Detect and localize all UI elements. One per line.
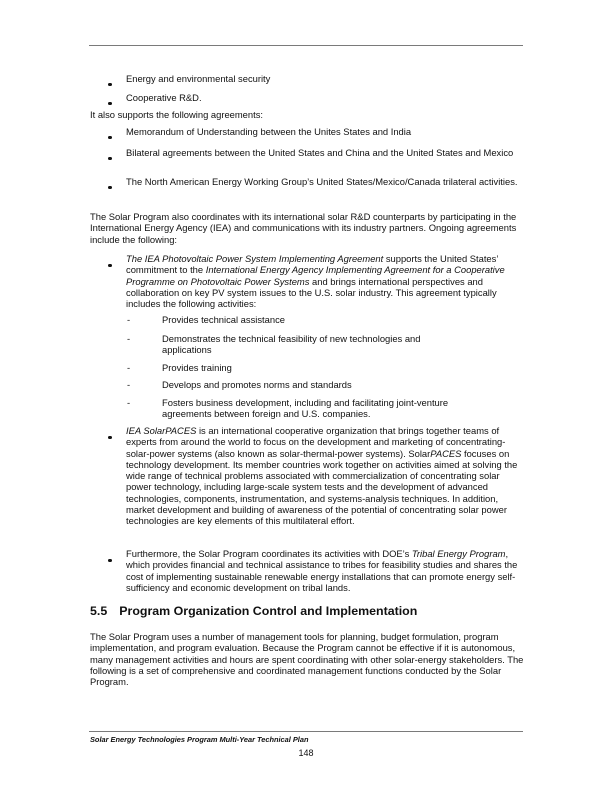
- solarpaces-title: IEA SolarPACES: [126, 425, 197, 436]
- dash-icon: -: [127, 314, 131, 325]
- text: , which provides financial and technical assistance to tribes for feasibility studies and shares the cost of implementing sustainable renewable energy installations that can promote energy self-sufficiency and economic development on tribal lands.: [126, 548, 518, 593]
- solarpaces-item: [126, 425, 524, 527]
- dash-icon: -: [127, 362, 131, 373]
- activity-item: Develops and promotes norms and standards: [162, 379, 352, 390]
- agreements-intro: It also supports the following agreements:: [90, 109, 264, 120]
- bullet-icon: [108, 96, 112, 107]
- section-heading: [90, 604, 417, 618]
- footer-rule: [89, 731, 523, 732]
- list-item: Cooperative R&D.: [126, 92, 202, 103]
- pv-agreement-item: [126, 253, 524, 309]
- iea-agreement-title: International Energy Agency Implementing Agreement for a Cooperative Programme on Photovoltaic Power Systems: [126, 264, 505, 287]
- dash-icon: -: [127, 333, 131, 344]
- dash-icon: -: [127, 397, 131, 408]
- list-item: Bilateral agreements between the United States and China and the United States and Mexico: [126, 147, 514, 158]
- list-item: Energy and environmental security: [126, 73, 271, 84]
- footer-title: Solar Energy Technologies Program Multi-Year Technical Plan: [90, 735, 309, 744]
- dash-icon: -: [127, 379, 131, 390]
- iea-paragraph: The Solar Program also coordinates with its international solar R&D counterparts by participating in the International Energy Agency (IEA) and communications with its industry partners. Ongoing agreements include the following:: [90, 211, 517, 245]
- text: Furthermore, the Solar Program coordinates its activities with DOE’s: [126, 548, 412, 559]
- bullet-icon: [108, 130, 112, 141]
- section-number: 5.5: [90, 604, 108, 618]
- activity-item: Provides technical assistance: [162, 314, 285, 325]
- section-body: The Solar Program uses a number of management tools for planning, budget formulation, program implementation, and program evaluation. Because the Program cannot be effective if it is autonomous, many management activities and hours are spent coordinating with other solar-energy stakeholders. The following is a set of comprehensive and coordinated management functions conducted by the Solar Program.: [90, 631, 524, 688]
- bullet-icon: [108, 553, 112, 564]
- tribal-program-title: Tribal Energy Program: [411, 548, 506, 559]
- bullet-icon: [108, 258, 112, 269]
- activity-item: Fosters business development, including and facilitating joint-venture agreements between foreign and U.S. companies.: [162, 397, 449, 420]
- activity-item: Demonstrates the technical feasibility of new technologies and applications: [162, 333, 421, 356]
- text: and brings international perspectives and collaboration on key PV system issues to the U.S. solar industry. This agreement typically includes the following activities:: [126, 275, 497, 310]
- list-item: The North American Energy Working Group’s United States/Mexico/Canada trilateral activities.: [126, 176, 518, 187]
- page-number: 148: [298, 748, 314, 758]
- list-item: Memorandum of Understanding between the Unites States and India: [126, 126, 412, 137]
- section-title: Program Organization Control and Implementation: [119, 604, 418, 618]
- bullet-icon: [108, 77, 112, 88]
- text: focuses on technology development. Its member countries work together on activities aimed at solving the wide range of technical problems associated with commercialization of concentrating solar power technology, including large-scale system tests and the development of advanced technologies, components, instrumentation, and systems-analysis techniques. In addition, market development and building of awareness of the potential of concentrating solar power technologies are key elements of this multilateral effort.: [126, 447, 518, 527]
- tribal-energy-item: [126, 548, 524, 593]
- text: supports the United States’ commitment to the: [126, 253, 499, 276]
- text: is an international cooperative organization that brings together teams of experts from around the world to focus on the development and marketing of concentrating-solar-power systems (also known as solar-thermal-power systems). Solar: [126, 425, 506, 459]
- text: PACES: [430, 447, 462, 459]
- bullet-icon: [108, 180, 112, 191]
- pv-agreement-title: The IEA Photovoltaic Power System Implementing Agreement: [126, 253, 384, 264]
- bullet-icon: [108, 151, 112, 162]
- bullet-icon: [108, 430, 112, 441]
- activity-item: Provides training: [162, 362, 232, 373]
- header-rule: [89, 45, 523, 46]
